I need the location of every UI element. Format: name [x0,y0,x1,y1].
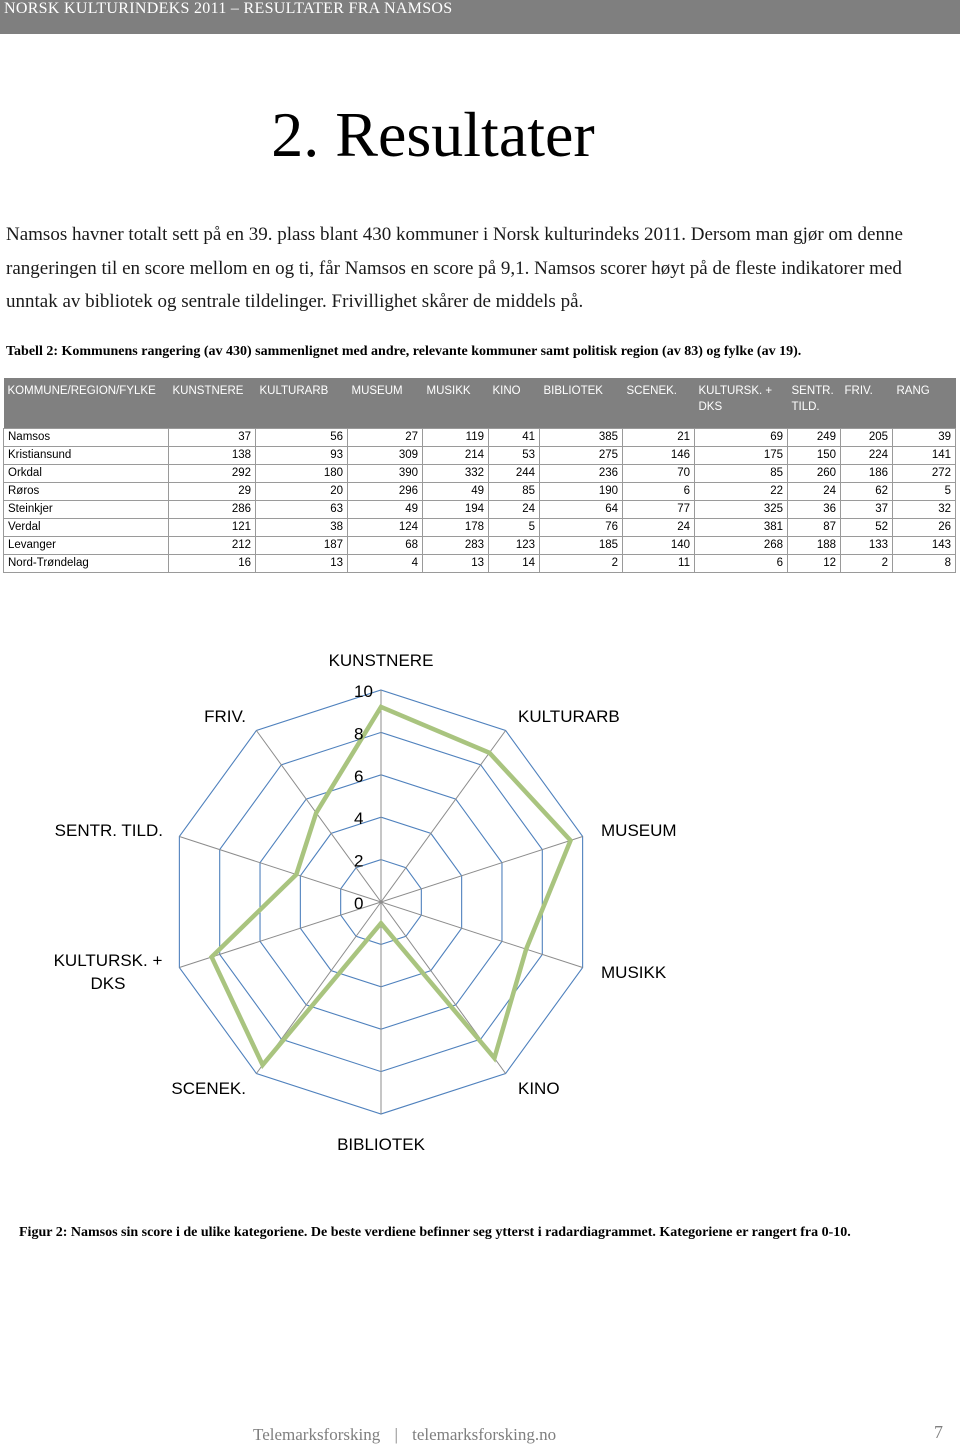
radar-series-line [212,707,571,1065]
rank-cell: 381 [695,518,788,536]
rank-cell: 119 [423,428,489,446]
footer-org: Telemarksforsking [253,1425,381,1444]
rank-cell: 24 [489,500,540,518]
radar-chart [0,630,960,1210]
rank-cell: 150 [788,446,841,464]
rank-cell: 36 [788,500,841,518]
rank-cell: 11 [623,554,695,572]
table-header-cell: KULTURSK. + DKS [695,378,788,428]
rank-cell: 24 [788,482,841,500]
rank-cell: 14 [489,554,540,572]
rank-cell: 268 [695,536,788,554]
rank-cell: 212 [169,536,256,554]
table-header-cell: KULTURARB [256,378,348,428]
rank-cell: 27 [348,428,423,446]
table-header-cell: RANG [893,378,956,428]
rank-cell: 194 [423,500,489,518]
radar-spoke [381,730,506,902]
table-row [4,500,956,518]
radar-axis-label: KINO [518,1079,560,1098]
radar-axis-label: FRIV. [204,707,246,726]
rank-cell: 175 [695,446,788,464]
intro-paragraph: Namsos havner totalt sett på en 39. plass blant 430 kommuner i Norsk kulturindeks 2011. Dersom man gjør om denne rangeringen til en score mellom en og ti, får Namsos en score på 9,1. Namsos scorer høyt på de fleste indikatorer med unntak av bibliotek og sentrale tildelinger. Frivillighet skårer de middels på. [6,224,903,312]
rank-cell: 20 [256,482,348,500]
row-name-cell: Steinkjer [4,500,169,518]
table-row [4,536,956,554]
row-name-cell: Verdal [4,518,169,536]
rank-cell: 224 [841,446,893,464]
rank-cell: 185 [540,536,623,554]
radar-tick-label: 2 [354,851,364,871]
table-caption: Tabell 2: Kommunens rangering (av 430) sammenlignet med andre, relevante kommuner samt politisk region (av 83) og fylke (av 19). [6,344,802,359]
rank-cell: 178 [423,518,489,536]
rank-cell: 13 [256,554,348,572]
rank-cell: 296 [348,482,423,500]
table-row [4,554,956,572]
rank-cell: 69 [695,428,788,446]
rank-cell: 121 [169,518,256,536]
rank-cell: 37 [841,500,893,518]
radar-tick-label: 6 [354,766,364,786]
rank-cell: 309 [348,446,423,464]
rank-cell: 64 [540,500,623,518]
radar-axis-label: SENTR. TILD. [54,821,163,840]
rank-cell: 180 [256,464,348,482]
rank-cell: 85 [695,464,788,482]
rank-cell: 62 [841,482,893,500]
table-row [4,464,956,482]
row-name-cell: Røros [4,482,169,500]
running-header: NORSK KULTURINDEKS 2011 – RESULTATER FRA NAMSOS [4,0,453,17]
rank-cell: 4 [348,554,423,572]
header-bar [0,0,960,34]
ranking-table [3,378,956,573]
rank-cell: 275 [540,446,623,464]
rank-cell: 87 [788,518,841,536]
rank-cell: 24 [623,518,695,536]
rank-cell: 49 [423,482,489,500]
rank-cell: 21 [623,428,695,446]
rank-cell: 76 [540,518,623,536]
rank-cell: 16 [169,554,256,572]
table-header-cell: KINO [489,378,540,428]
row-name-cell: Kristiansund [4,446,169,464]
radar-spoke [381,836,583,902]
table-header-row [4,378,956,428]
rank-cell: 26 [893,518,956,536]
rank-cell: 6 [623,482,695,500]
rank-cell: 38 [256,518,348,536]
rank-cell: 260 [788,464,841,482]
rank-cell: 141 [893,446,956,464]
table-header-cell: MUSEUM [348,378,423,428]
rank-cell: 6 [695,554,788,572]
table-header-cell: MUSIKK [423,378,489,428]
rank-cell: 123 [489,536,540,554]
rank-cell: 283 [423,536,489,554]
row-name-cell: Namsos [4,428,169,446]
rank-cell: 2 [841,554,893,572]
rank-cell: 385 [540,428,623,446]
footer [253,1425,556,1445]
rank-cell: 133 [841,536,893,554]
rank-cell: 146 [623,446,695,464]
rank-cell: 68 [348,536,423,554]
radar-axis-label: MUSEUM [601,821,677,840]
table-header-cell: KOMMUNE/REGION/FYLKE [4,378,169,428]
table-header-cell: SCENEK. [623,378,695,428]
row-name-cell: Levanger [4,536,169,554]
rank-cell: 124 [348,518,423,536]
rank-cell: 325 [695,500,788,518]
radar-axis-label: KUNSTNERE [328,651,434,670]
rank-cell: 214 [423,446,489,464]
rank-cell: 13 [423,554,489,572]
page-number: 7 [934,1422,943,1442]
rank-cell: 5 [489,518,540,536]
rank-cell: 85 [489,482,540,500]
rank-cell: 249 [788,428,841,446]
rank-cell: 140 [623,536,695,554]
rank-cell: 205 [841,428,893,446]
row-name-cell: Orkdal [4,464,169,482]
table-row [4,428,956,446]
page-title: 2. Resultater [271,99,595,170]
rank-cell: 37 [169,428,256,446]
rank-cell: 332 [423,464,489,482]
radar-tick-label: 4 [354,809,364,829]
rank-cell: 70 [623,464,695,482]
rank-cell: 12 [788,554,841,572]
rank-cell: 52 [841,518,893,536]
figure-caption: Figur 2: Namsos sin score i de ulike kategoriene. De beste verdiene befinner seg ytterst i radardiagrammet. Kategoriene er rangert fra 0-10. [19,1225,851,1240]
row-name-cell: Nord-Trøndelag [4,554,169,572]
radar-axis-label: SCENEK. [171,1079,246,1098]
rank-cell: 49 [348,500,423,518]
table-header-cell: FRIV. [841,378,893,428]
table-row [4,518,956,536]
rank-cell: 5 [893,482,956,500]
rank-cell: 93 [256,446,348,464]
footer-url[interactable]: telemarksforsking.no [412,1425,557,1444]
radar-axis-label: BIBLIOTEK [337,1135,425,1154]
table-row [4,446,956,464]
table-header-cell: SENTR. TILD. [788,378,841,428]
rank-cell: 8 [893,554,956,572]
rank-cell: 22 [695,482,788,500]
radar-tick-label: 0 [354,894,364,913]
table-header-cell: BIBLIOTEK [540,378,623,428]
rank-cell: 2 [540,554,623,572]
rank-cell: 41 [489,428,540,446]
rank-cell: 186 [841,464,893,482]
radar-axis-label: MUSIKK [601,963,667,982]
rank-cell: 292 [169,464,256,482]
rank-cell: 63 [256,500,348,518]
rank-cell: 272 [893,464,956,482]
rank-cell: 53 [489,446,540,464]
rank-cell: 29 [169,482,256,500]
footer-separator: | [394,1425,398,1444]
table-row [4,482,956,500]
rank-cell: 188 [788,536,841,554]
rank-cell: 244 [489,464,540,482]
rank-cell: 32 [893,500,956,518]
rank-cell: 77 [623,500,695,518]
rank-cell: 190 [540,482,623,500]
rank-cell: 143 [893,536,956,554]
rank-cell: 187 [256,536,348,554]
radar-axis-label: KULTURARB [518,707,620,726]
rank-cell: 39 [893,428,956,446]
rank-cell: 286 [169,500,256,518]
rank-cell: 236 [540,464,623,482]
rank-cell: 138 [169,446,256,464]
radar-tick-label: 8 [354,724,364,744]
radar-axis-label: KULTURSK. + DKS [53,951,163,993]
rank-cell: 390 [348,464,423,482]
table-header-cell: KUNSTNERE [169,378,256,428]
radar-tick-label: 10 [354,682,373,701]
rank-cell: 56 [256,428,348,446]
